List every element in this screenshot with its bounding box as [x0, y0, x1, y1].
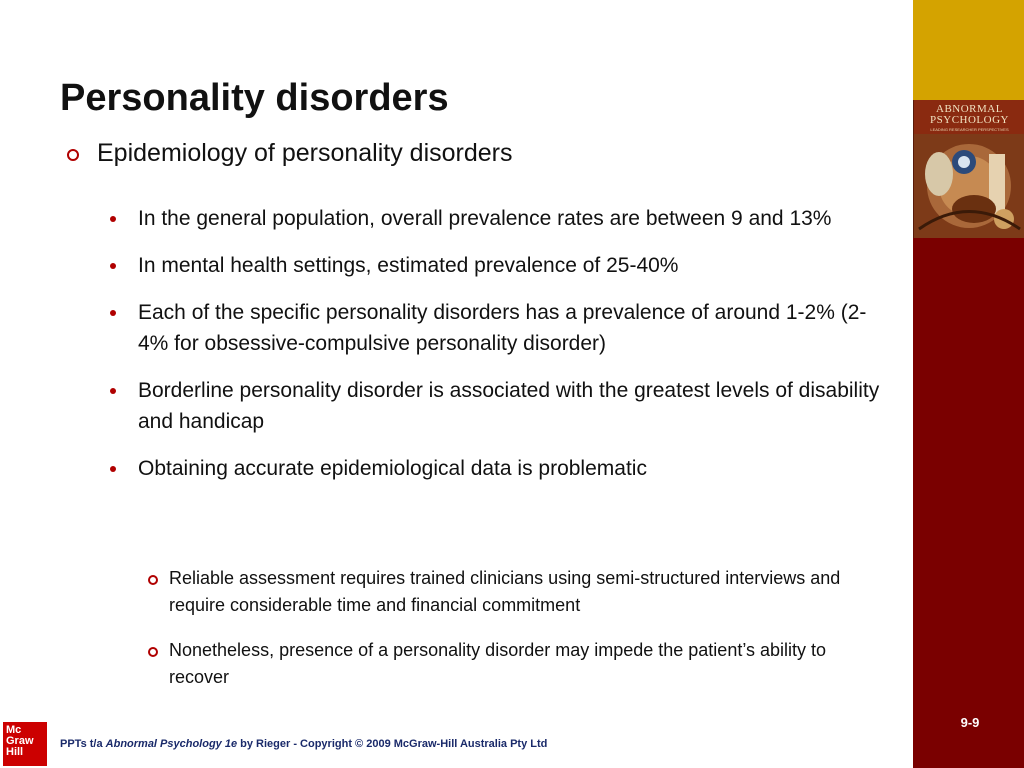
list-item: [110, 250, 890, 281]
book-cover-image: [913, 100, 1024, 238]
slide-title: Personality disorders: [60, 77, 449, 119]
dot-bullet-icon: [110, 388, 116, 394]
cover-title-line2: PSYCHOLOGY: [930, 114, 1009, 126]
logo-line2: Graw: [6, 735, 34, 747]
mcgraw-hill-logo: [3, 722, 47, 766]
cover-title-line1: ABNORMAL: [936, 103, 1003, 115]
sub-bullet-text: Reliable assessment requires trained clinicians using semi-structured interviews and require considerable time and financial commitment: [169, 568, 841, 615]
ring-bullet-icon: [148, 575, 158, 585]
ring-bullet-icon: [148, 647, 158, 657]
bullet-text: Each of the specific personality disorders has a prevalence of around 1-2% (2-4% for obsessive-compulsive personality disorder): [138, 301, 867, 355]
sub-bullet-list: [148, 565, 888, 709]
logo-line3: Hill: [6, 746, 24, 758]
page-number: 9-9: [960, 715, 980, 730]
bullet-text: Obtaining accurate epidemiological data is problematic: [138, 457, 647, 480]
cover-title: [914, 104, 1024, 126]
dot-bullet-icon: [110, 263, 116, 269]
dot-bullet-icon: [110, 466, 116, 472]
ring-bullet-icon: [67, 149, 79, 161]
cover-subtitle: LEADING RESEARCHER PERSPECTIVES: [930, 127, 1009, 132]
bullet-text: Borderline personality disorder is associated with the greatest levels of disability and handicap: [138, 379, 880, 433]
list-item: [110, 453, 890, 484]
list-item: [110, 203, 890, 234]
dot-bullet-icon: [110, 216, 116, 222]
footer-prefix: PPTs t/a: [60, 738, 106, 750]
footer-book-title: Abnormal Psychology 1e: [105, 738, 238, 750]
sidebar-gold-band: [913, 0, 1024, 100]
bullet-text: In mental health settings, estimated prevalence of 25-40%: [138, 254, 679, 277]
footer-copyright: [60, 738, 547, 750]
list-item: [110, 297, 890, 359]
dot-bullet-icon: [110, 310, 116, 316]
cover-artwork: [914, 134, 1024, 238]
level1-bullet-text: Epidemiology of personality disorders: [97, 139, 513, 167]
bullet-list: [110, 203, 890, 500]
sub-list-item: [148, 565, 888, 619]
logo-line1: Mc: [6, 724, 22, 736]
sub-list-item: [148, 637, 888, 691]
bullet-text: In the general population, overall prevalence rates are between 9 and 13%: [138, 207, 832, 230]
list-item: [110, 375, 890, 437]
sub-bullet-text: Nonetheless, presence of a personality disorder may impede the patient’s ability to recover: [169, 640, 827, 687]
footer-suffix: by Rieger - Copyright © 2009 McGraw-Hill Australia Pty Ltd: [237, 738, 548, 750]
